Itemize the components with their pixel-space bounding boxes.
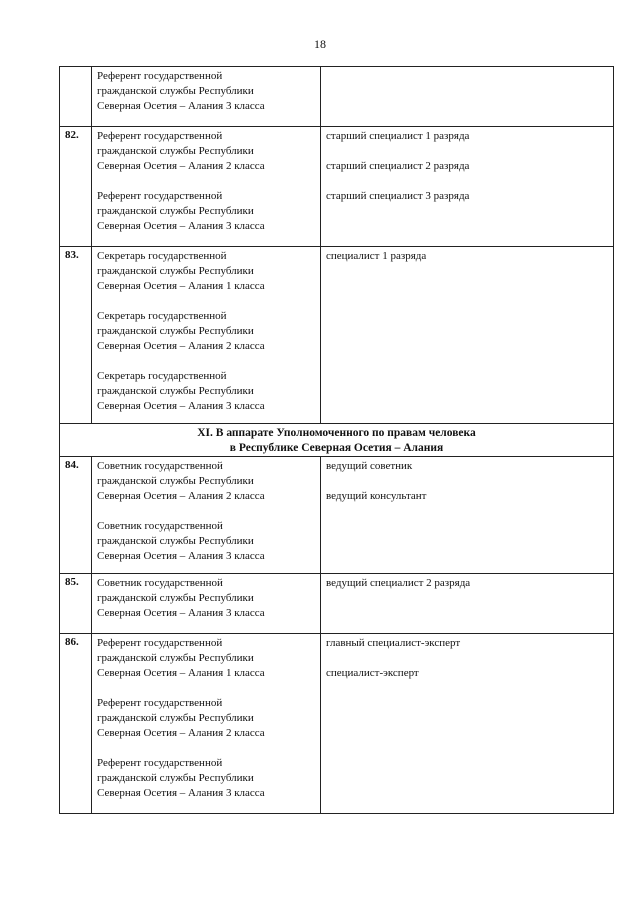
grade-line: ведущий консультант xyxy=(326,490,427,502)
position-cell xyxy=(92,127,321,247)
position-line: Секретарь государственной xyxy=(97,250,227,262)
block-gap xyxy=(97,681,315,696)
position-line: гражданской службы Республики xyxy=(97,475,254,487)
position-line: Секретарь государственной xyxy=(97,310,227,322)
position-cell xyxy=(92,67,321,127)
position-line: гражданской службы Республики xyxy=(97,772,254,784)
position-line: гражданской службы Республики xyxy=(97,652,254,664)
row-number: 85. xyxy=(60,574,92,634)
position-line: гражданской службы Республики xyxy=(97,535,254,547)
table-body-bottom xyxy=(60,457,614,814)
position-line: Северная Осетия – Алания 3 класса xyxy=(97,787,265,799)
position-cell xyxy=(92,247,321,424)
section-heading xyxy=(60,424,614,457)
grade-line: ведущий специалист 2 разряда xyxy=(326,577,471,589)
section-row xyxy=(60,424,614,457)
position-line: Референт государственной xyxy=(97,130,223,142)
position-line: Северная Осетия – Алания 2 класса xyxy=(97,340,265,352)
position-cell xyxy=(92,634,321,814)
grade-gap xyxy=(326,144,608,159)
grade-cell xyxy=(321,634,614,814)
block-gap xyxy=(97,504,315,519)
grade-cell xyxy=(321,127,614,247)
grade-line: специалист 1 разряда xyxy=(326,250,427,262)
position-line: гражданской службы Республики xyxy=(97,712,254,724)
block-gap xyxy=(97,174,315,189)
position-line: Советник государственной xyxy=(97,520,223,532)
position-line: Северная Осетия – Алания 3 класса xyxy=(97,400,265,412)
table-row xyxy=(60,574,614,634)
table-row xyxy=(60,127,614,247)
grade-gap xyxy=(326,174,608,189)
position-cell xyxy=(92,574,321,634)
position-line: Северная Осетия – Алания 3 класса xyxy=(97,550,265,562)
grade-line: главный специалист-эксперт xyxy=(326,637,461,649)
row-number: 84. xyxy=(60,457,92,574)
row-number: 86. xyxy=(60,634,92,814)
position-line: гражданской службы Республики xyxy=(97,145,254,157)
position-line: Референт государственной xyxy=(97,697,223,709)
position-line: гражданской службы Республики xyxy=(97,205,254,217)
position-line: Северная Осетия – Алания 3 класса xyxy=(97,220,265,232)
table-row xyxy=(60,247,614,424)
block-gap xyxy=(97,294,315,309)
position-line: Северная Осетия – Алания 2 класса xyxy=(97,490,265,502)
position-line: гражданской службы Республики xyxy=(97,265,254,277)
position-line: Секретарь государственной xyxy=(97,370,227,382)
grade-cell xyxy=(321,574,614,634)
section-body xyxy=(60,424,614,457)
row-number xyxy=(60,67,92,127)
table-row xyxy=(60,634,614,814)
position-line: Северная Осетия – Алания 2 класса xyxy=(97,727,265,739)
position-line: Референт государственной xyxy=(97,757,223,769)
table-row xyxy=(60,67,614,127)
position-line: гражданской службы Республики xyxy=(97,385,254,397)
position-line: Северная Осетия – Алания 3 класса xyxy=(97,607,265,619)
table-row xyxy=(60,457,614,574)
block-gap xyxy=(97,354,315,369)
grade-gap xyxy=(326,474,608,489)
position-line: Референт государственной xyxy=(97,637,223,649)
grade-line: старший специалист 2 разряда xyxy=(326,160,470,172)
grade-cell xyxy=(321,457,614,574)
position-line: Северная Осетия – Алания 2 класса xyxy=(97,160,265,172)
block-gap xyxy=(97,741,315,756)
position-line: Северная Осетия – Алания 1 класса xyxy=(97,280,265,292)
grade-gap xyxy=(326,651,608,666)
position-line: гражданской службы Республики xyxy=(97,592,254,604)
section-heading-line-2: в Республике Северная Осетия – Алания xyxy=(229,442,444,454)
table-body-top xyxy=(60,67,614,424)
position-line: Референт государственной xyxy=(97,190,223,202)
position-line: Советник государственной xyxy=(97,577,223,589)
row-number: 82. xyxy=(60,127,92,247)
page-number: 18 xyxy=(314,37,326,51)
position-line: гражданской службы Республики xyxy=(97,85,254,97)
positions-table xyxy=(59,66,614,814)
section-heading-line-1: XI. В аппарате Уполномоченного по правам человека xyxy=(197,427,476,439)
position-line: Референт государственной xyxy=(97,70,223,82)
position-line: Северная Осетия – Алания 1 класса xyxy=(97,667,265,679)
position-line: Советник государственной xyxy=(97,460,223,472)
grade-line: ведущий советник xyxy=(326,460,413,472)
grade-line: специалист-эксперт xyxy=(326,667,419,679)
position-line: гражданской службы Республики xyxy=(97,325,254,337)
row-number: 83. xyxy=(60,247,92,424)
grade-cell xyxy=(321,247,614,424)
grade-line: старший специалист 3 разряда xyxy=(326,190,470,202)
grade-cell xyxy=(321,67,614,127)
grade-line: старший специалист 1 разряда xyxy=(326,130,470,142)
position-line: Северная Осетия – Алания 3 класса xyxy=(97,100,265,112)
position-cell xyxy=(92,457,321,574)
